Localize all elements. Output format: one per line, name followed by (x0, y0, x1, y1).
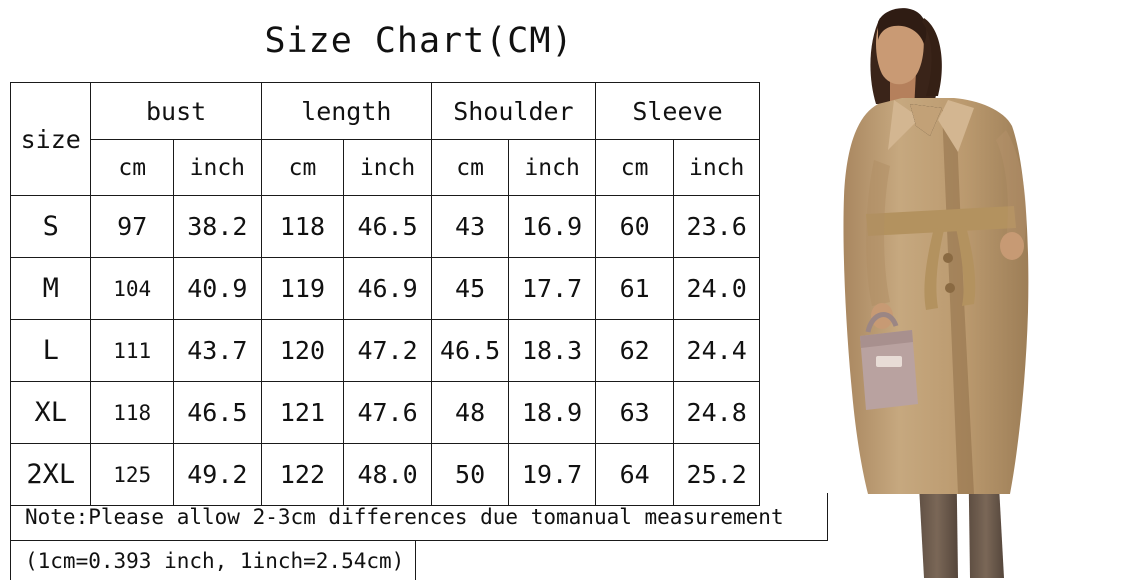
cell-bust-inch: 40.9 (174, 258, 262, 320)
cell-bust-inch: 43.7 (174, 320, 262, 382)
size-chart-table-wrapper (10, 82, 838, 506)
cell-size: M (11, 258, 91, 320)
header-length: length (261, 83, 431, 140)
table-row (11, 382, 760, 444)
table-row (11, 320, 760, 382)
cell-bust-inch: 38.2 (174, 196, 262, 258)
cell-length-cm: 122 (261, 444, 344, 506)
product-photo (838, 0, 1131, 580)
coat-button (945, 283, 955, 293)
table-row (11, 196, 760, 258)
cell-length-inch: 46.9 (344, 258, 432, 320)
cell-length-inch: 46.5 (344, 196, 432, 258)
header-sleeve-cm: cm (595, 140, 673, 196)
cell-sleeve-cm: 64 (595, 444, 673, 506)
cell-bust-cm: 111 (91, 320, 174, 382)
cell-sleeve-inch: 24.4 (674, 320, 760, 382)
cell-sleeve-cm: 60 (595, 196, 673, 258)
cell-shoulder-cm: 48 (431, 382, 508, 444)
size-chart-table (10, 82, 760, 506)
header-size: size (11, 83, 91, 196)
table-header-groups (11, 83, 760, 140)
cell-sleeve-inch: 25.2 (674, 444, 760, 506)
cell-shoulder-cm: 45 (431, 258, 508, 320)
cell-bust-cm: 104 (91, 258, 174, 320)
coat-button (943, 253, 953, 263)
cell-shoulder-inch: 18.3 (509, 320, 596, 382)
header-bust-inch: inch (174, 140, 262, 196)
handbag-label (876, 356, 902, 367)
table-row (11, 258, 760, 320)
cell-length-inch: 47.6 (344, 382, 432, 444)
cell-shoulder-cm: 43 (431, 196, 508, 258)
cell-bust-cm: 125 (91, 444, 174, 506)
cell-bust-inch: 49.2 (174, 444, 262, 506)
cell-length-cm: 121 (261, 382, 344, 444)
header-bust: bust (91, 83, 261, 140)
cell-shoulder-inch: 18.9 (509, 382, 596, 444)
header-shoulder-inch: inch (509, 140, 596, 196)
cell-sleeve-cm: 63 (595, 382, 673, 444)
cell-sleeve-inch: 24.8 (674, 382, 760, 444)
cell-length-cm: 118 (261, 196, 344, 258)
cell-sleeve-cm: 62 (595, 320, 673, 382)
measurement-note: Note:Please allow 2-3cm differences due tomanual measurement (10, 493, 828, 541)
cell-length-cm: 119 (261, 258, 344, 320)
cell-size: S (11, 196, 91, 258)
cell-length-inch: 48.0 (344, 444, 432, 506)
cell-shoulder-inch: 19.7 (509, 444, 596, 506)
cell-length-cm: 120 (261, 320, 344, 382)
header-shoulder-cm: cm (431, 140, 508, 196)
table-header-units (11, 140, 760, 196)
header-sleeve-inch: inch (674, 140, 760, 196)
cell-size: XL (11, 382, 91, 444)
cell-length-inch: 47.2 (344, 320, 432, 382)
cell-size: L (11, 320, 91, 382)
cell-shoulder-cm: 46.5 (431, 320, 508, 382)
cell-shoulder-cm: 50 (431, 444, 508, 506)
cell-shoulder-inch: 17.7 (509, 258, 596, 320)
cell-shoulder-inch: 16.9 (509, 196, 596, 258)
right-hand (1000, 232, 1024, 260)
conversion-note: (1cm=0.393 inch, 1inch=2.54cm) (10, 541, 416, 580)
cell-sleeve-cm: 61 (595, 258, 673, 320)
cell-bust-cm: 118 (91, 382, 174, 444)
cell-sleeve-inch: 24.0 (674, 258, 760, 320)
cell-bust-inch: 46.5 (174, 382, 262, 444)
header-sleeve: Sleeve (595, 83, 759, 140)
cell-size: 2XL (11, 444, 91, 506)
header-length-inch: inch (344, 140, 432, 196)
model-illustration (838, 0, 1131, 580)
header-bust-cm: cm (91, 140, 174, 196)
header-length-cm: cm (261, 140, 344, 196)
cell-sleeve-inch: 23.6 (674, 196, 760, 258)
header-shoulder: Shoulder (431, 83, 595, 140)
cell-bust-cm: 97 (91, 196, 174, 258)
page-title: Size Chart(CM) (264, 21, 574, 61)
